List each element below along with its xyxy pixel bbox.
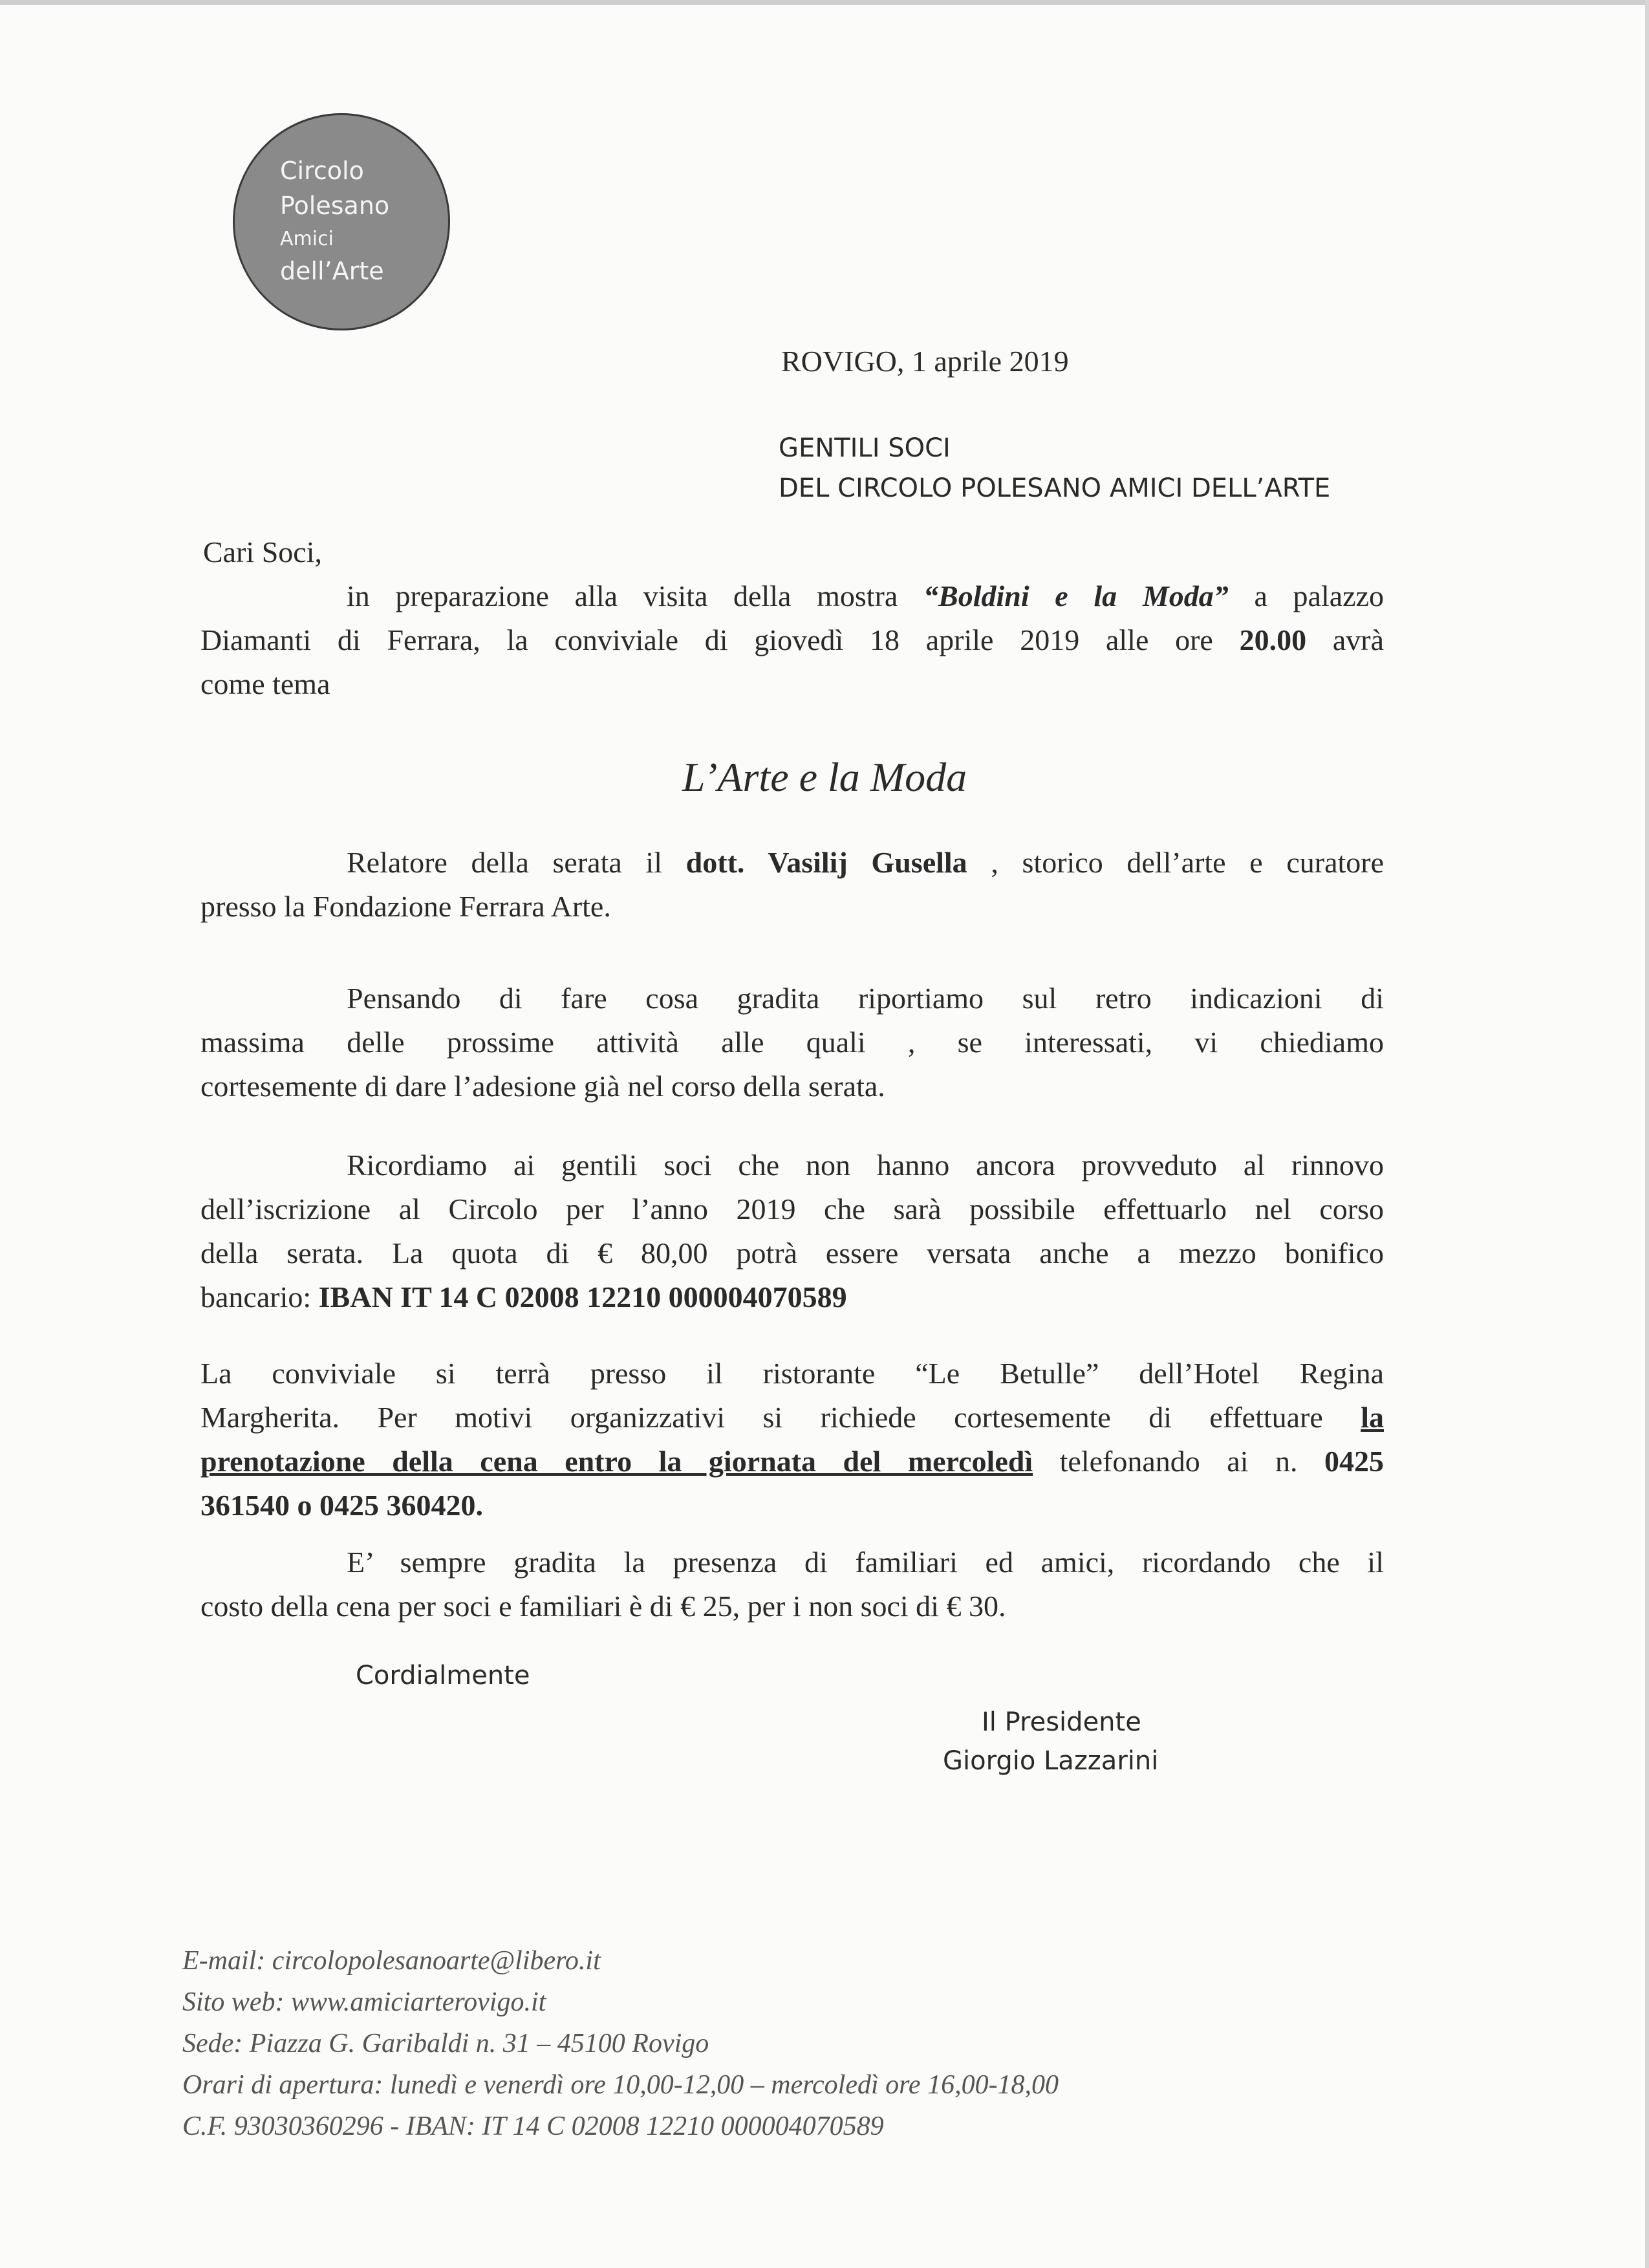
paragraph-invitation (200, 574, 1384, 706)
speaker-name: dott. Vasilij Gusella (685, 846, 967, 879)
event-time: 20.00 (1239, 623, 1307, 656)
paragraph-line: della serata. La quota di € 80,00 potrà essere versata anche a mezzo bonifico (200, 1237, 1384, 1269)
paragraph-costs (200, 1540, 1384, 1628)
paragraph-line: presso la Fondazione Ferrara Arte. (200, 890, 611, 923)
paragraph-line: bancario: IBAN IT 14 C 02008 12210 000004070589 (200, 1280, 847, 1313)
signature-role: Il Presidente (982, 1707, 1141, 1737)
paragraph-line: cortesemente di dare l’adesione già nel corso della serata. (200, 1070, 885, 1103)
paragraph-line: come tema (200, 667, 330, 700)
paragraph-speaker (200, 841, 1384, 929)
paragraph-line: prenotazione della cena entro la giornata del mercoledì telefonando ai n. 0425 (200, 1445, 1385, 1478)
paragraph-line: in preparazione alla visita della mostra “Boldini e la Moda” a palazzo (347, 579, 1384, 612)
paragraph-line: Margherita. Per motivi organizzativi si richiede cortesemente di effettuare la (200, 1401, 1385, 1434)
iban-code: IBAN IT 14 C 02008 12210 000004070589 (318, 1280, 847, 1313)
closing: Cordialmente (356, 1661, 530, 1690)
logo-line-1: Circolo (280, 157, 364, 185)
footer-email: E-mail: circolopolesanoarte@libero.it (182, 1946, 601, 1976)
footer-website: Sito web: www.amiciarterovigo.it (182, 1987, 546, 2017)
recipient-line-1: GENTILI SOCI (779, 433, 951, 463)
logo-line-2: Polesano (280, 191, 390, 220)
logo-line-4: dell’Arte (280, 257, 384, 285)
footer-opening-hours: Orari di apertura: lunedì e venerdì ore 10,00-12,00 – mercoledì ore 16,00-18,00 (182, 2070, 1059, 2100)
recipient-line-2: DEL CIRCOLO POLESANO AMICI DELL’ARTE (779, 473, 1331, 503)
scan-top-edge (0, 0, 1649, 5)
paragraph-line: costo della cena per soci e familiari è di € 25, per i non soci di € 30. (200, 1590, 1006, 1623)
logo-line-3: Amici (280, 228, 334, 250)
paragraph-line: Diamanti di Ferrara, la conviviale di giovedì 18 aprile 2019 alle ore 20.00 avrà (200, 623, 1385, 656)
footer-address: Sede: Piazza G. Garibaldi n. 31 – 45100 Rovigo (182, 2029, 709, 2058)
evening-theme-title: L’Arte e la Moda (682, 754, 967, 800)
letter-date: ROVIGO, 1 aprile 2019 (781, 345, 1069, 378)
scan-right-edge (1645, 0, 1649, 2268)
paragraph-line: La conviviale si terrà presso il ristorante “Le Betulle” dell’Hotel Regina (200, 1357, 1384, 1390)
greeting: Cari Soci, (203, 535, 322, 568)
paragraph-line: dell’iscrizione al Circolo per l’anno 2019 che sarà possibile effettuarlo nel corso (200, 1193, 1384, 1226)
club-logo (233, 113, 450, 330)
signature-name: Giorgio Lazzarini (943, 1746, 1159, 1776)
paragraph-membership (200, 1143, 1384, 1319)
paragraph-line: E’ sempre gradita la presenza di familiari ed amici, ricordando che il (347, 1546, 1384, 1579)
paragraph-line (200, 1484, 1384, 1528)
footer-tax-iban: C.F. 93030360296 - IBAN: IT 14 C 02008 12210 000004070589 (182, 2111, 884, 2141)
paragraph-venue (200, 1352, 1384, 1528)
paragraph-line: Pensando di fare cosa gradita riportiamo sul retro indicazioni di (347, 982, 1384, 1015)
paragraph-activities (200, 977, 1384, 1108)
phone-numbers: 361540 o 0425 360420. (200, 1489, 483, 1522)
paragraph-line: Ricordiamo ai gentili soci che non hanno ancora provveduto al rinnovo (347, 1149, 1384, 1182)
exhibition-name: “Boldini e la Moda” (923, 579, 1229, 612)
reservation-deadline: prenotazione della cena entro la giornata del mercoledì (200, 1445, 1033, 1478)
paragraph-line: Relatore della serata il dott. Vasilij Gusella , storico dell’arte e curatore (347, 846, 1385, 879)
paragraph-line: massima delle prossime attività alle quali , se interessati, vi chiediamo (200, 1026, 1384, 1059)
